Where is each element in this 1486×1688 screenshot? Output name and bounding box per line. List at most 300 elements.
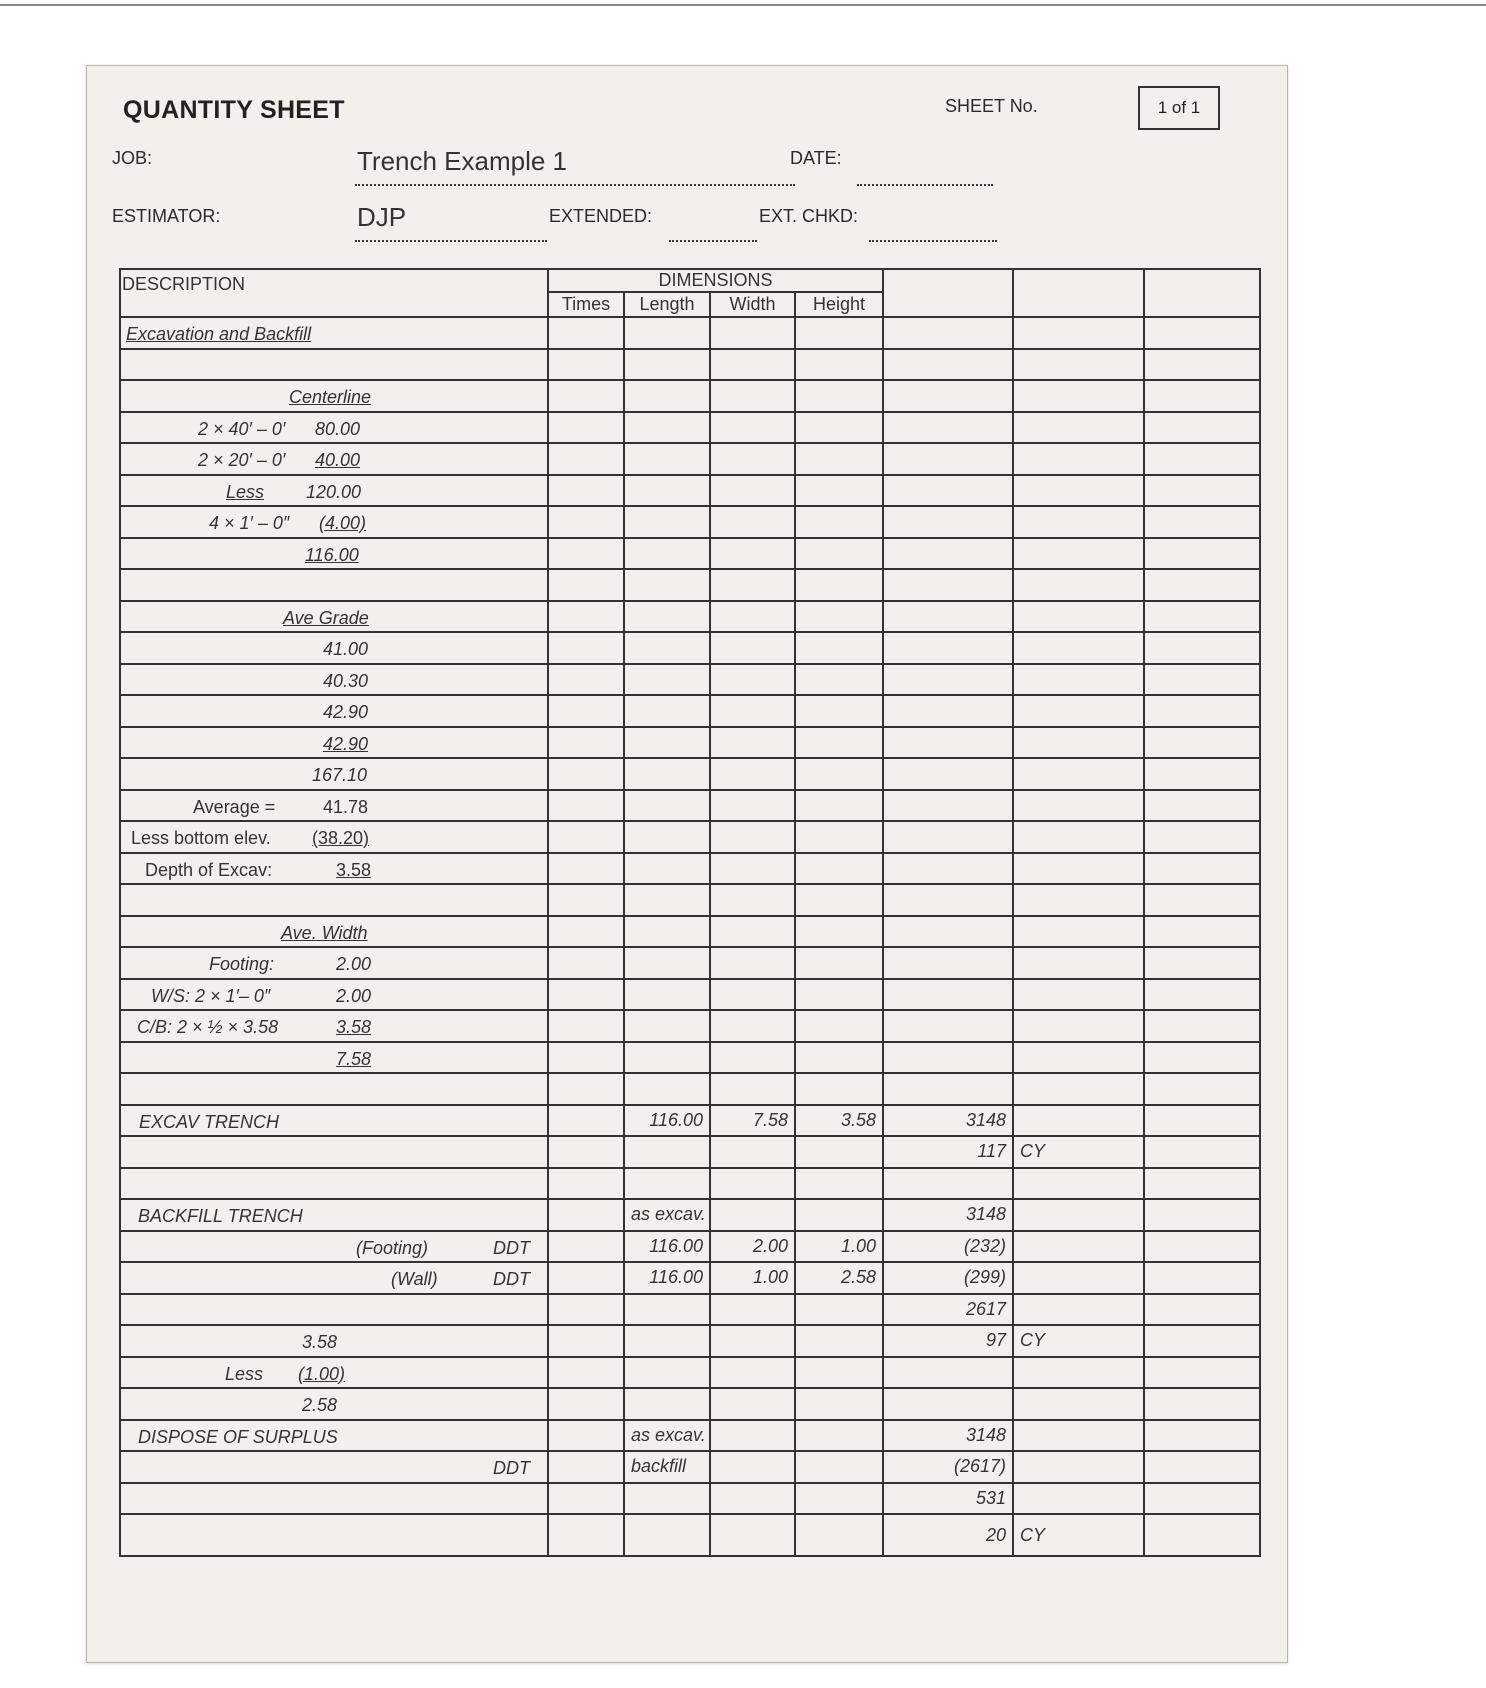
width-cell	[710, 1514, 795, 1556]
unit-cell	[1013, 916, 1144, 948]
width-cell	[710, 979, 795, 1011]
height-cell	[795, 1136, 883, 1168]
blank-cell	[1144, 506, 1260, 538]
table-row	[120, 1199, 1260, 1231]
table-row	[120, 947, 1260, 979]
blank-cell	[1144, 1199, 1260, 1231]
description-text: 2.00	[336, 985, 372, 1006]
times-cell	[548, 1483, 624, 1515]
times-cell	[548, 443, 624, 475]
unit-cell	[1013, 1042, 1144, 1074]
table-row	[120, 758, 1260, 790]
description-text: Excavation and Backfill	[126, 324, 312, 344]
height-cell	[795, 1514, 883, 1556]
dimensions-header: DIMENSIONS	[548, 269, 883, 292]
width-cell	[710, 380, 795, 412]
ext-chkd-underline	[869, 240, 997, 242]
width-cell	[710, 632, 795, 664]
unit-cell	[1013, 947, 1144, 979]
description-text: 40.30	[323, 670, 369, 691]
description-cell	[120, 443, 548, 475]
description-cell	[120, 1105, 548, 1137]
width-cell	[710, 506, 795, 538]
quantity-cell	[883, 790, 1013, 822]
description-text: Less bottom elev.	[131, 828, 271, 848]
table-row	[120, 632, 1260, 664]
table-row	[120, 506, 1260, 538]
table-row	[120, 317, 1260, 349]
unit-cell	[1013, 1357, 1144, 1389]
job-value: Trench Example 1	[357, 146, 568, 176]
blank-cell	[1144, 1514, 1260, 1556]
height-cell	[795, 1294, 883, 1326]
height-cell	[795, 1388, 883, 1420]
width-cell	[710, 317, 795, 349]
table-row	[120, 1420, 1260, 1452]
length-cell	[624, 443, 710, 475]
table-row	[120, 1010, 1260, 1042]
unit-cell	[1013, 538, 1144, 570]
width-cell	[710, 349, 795, 381]
width-cell	[710, 758, 795, 790]
times-cell	[548, 664, 624, 696]
sheet-no-value: 1 of 1	[1138, 86, 1220, 130]
table-row	[120, 1105, 1260, 1137]
blank-cell	[1144, 1168, 1260, 1200]
height-cell	[795, 1010, 883, 1042]
width-cell	[710, 1420, 795, 1452]
table-row	[120, 1325, 1260, 1357]
height-cell	[795, 443, 883, 475]
width-cell	[710, 695, 795, 727]
blank-cell	[1144, 538, 1260, 570]
blank-cell	[1144, 1010, 1260, 1042]
height-cell	[795, 632, 883, 664]
quantity-cell	[883, 475, 1013, 507]
height-cell	[795, 1451, 883, 1483]
description-text: EXCAV TRENCH	[139, 1111, 280, 1132]
unit-cell	[1013, 349, 1144, 381]
height-cell	[795, 1042, 883, 1074]
table-row	[120, 853, 1260, 885]
unit-cell	[1013, 1294, 1144, 1326]
description-cell	[120, 1388, 548, 1420]
unit-cell	[1013, 632, 1144, 664]
unit-cell	[1013, 727, 1144, 759]
description-cell	[120, 1231, 548, 1263]
description-text: 3.58	[302, 1332, 338, 1352]
height-cell	[795, 538, 883, 570]
description-text: 167.10	[312, 765, 368, 785]
description-text: Ave. Width	[281, 922, 368, 943]
times-cell	[548, 695, 624, 727]
description-cell	[120, 506, 548, 538]
description-cell	[120, 1010, 548, 1042]
description-text: 120.00	[306, 481, 362, 502]
description-cell	[120, 1325, 548, 1357]
description-text: 116.00	[305, 544, 359, 565]
height-header: Height	[795, 292, 883, 317]
blank-cell	[1144, 821, 1260, 853]
times-cell	[548, 853, 624, 885]
length-cell: 116.00	[624, 1105, 710, 1137]
length-header: Length	[624, 292, 710, 317]
description-cell	[120, 1294, 548, 1326]
blank-cell	[1144, 601, 1260, 633]
description-cell	[120, 1262, 548, 1294]
length-cell	[624, 853, 710, 885]
description-text: C/B: 2 × ½ × 3.58	[137, 1017, 279, 1037]
quantity-cell	[883, 727, 1013, 759]
width-cell	[710, 443, 795, 475]
blank-cell	[1144, 443, 1260, 475]
height-cell	[795, 1325, 883, 1357]
quantity-cell	[883, 569, 1013, 601]
description-cell	[120, 853, 548, 885]
description-cell	[120, 1483, 548, 1515]
height-cell	[795, 412, 883, 444]
description-text: 2 × 40′ – 0′	[198, 418, 286, 439]
quantity-cell	[883, 1073, 1013, 1105]
quantity-table	[119, 268, 1261, 1557]
times-cell	[548, 412, 624, 444]
unit-cell	[1013, 979, 1144, 1011]
height-cell	[795, 916, 883, 948]
length-cell	[624, 1073, 710, 1105]
blank-cell	[1144, 1073, 1260, 1105]
width-cell	[710, 1199, 795, 1231]
length-cell	[624, 632, 710, 664]
table-row	[120, 790, 1260, 822]
quantity-cell	[883, 979, 1013, 1011]
quantity-cell	[883, 538, 1013, 570]
description-text: 3.58	[336, 859, 372, 880]
length-cell	[624, 475, 710, 507]
length-cell: as excav.	[624, 1199, 710, 1231]
quantity-sheet	[86, 65, 1288, 1663]
times-cell	[548, 1451, 624, 1483]
description-text: 3.58	[336, 1017, 372, 1037]
times-cell	[548, 1262, 624, 1294]
blank-cell	[1144, 790, 1260, 822]
quantity-cell: 2617	[883, 1294, 1013, 1326]
description-text: Depth of Excav:	[145, 859, 273, 880]
description-text: DDT	[493, 1269, 530, 1289]
length-cell	[624, 1514, 710, 1556]
extended-underline	[669, 240, 757, 242]
blank-cell	[1144, 1357, 1260, 1389]
height-cell: 1.00	[795, 1231, 883, 1263]
length-cell	[624, 916, 710, 948]
unit-cell	[1013, 380, 1144, 412]
width-cell	[710, 1010, 795, 1042]
description-text: BACKFILL TRENCH	[138, 1206, 303, 1226]
description-cell	[120, 916, 548, 948]
description-cell	[120, 1514, 548, 1556]
times-cell	[548, 884, 624, 916]
quantity-cell: 117	[883, 1136, 1013, 1168]
sheet-title: QUANTITY SHEET	[123, 96, 345, 124]
height-cell	[795, 349, 883, 381]
height-cell	[795, 1357, 883, 1389]
quantity-cell	[883, 947, 1013, 979]
times-cell	[548, 1357, 624, 1389]
width-cell	[710, 947, 795, 979]
width-cell	[710, 1483, 795, 1515]
length-cell	[624, 506, 710, 538]
table-row	[120, 349, 1260, 381]
description-text: 2 × 20′ – 0′	[198, 450, 286, 470]
description-cell	[120, 412, 548, 444]
quantity-cell	[883, 916, 1013, 948]
width-cell	[710, 727, 795, 759]
table-row	[120, 1231, 1260, 1263]
unit-cell	[1013, 853, 1144, 885]
quantity-cell	[883, 821, 1013, 853]
blank-cell	[1144, 727, 1260, 759]
ext-chkd-label: EXT. CHKD:	[759, 206, 859, 226]
quantity-cell	[883, 443, 1013, 475]
description-text: DDT	[493, 1458, 530, 1478]
quantity-cell	[883, 380, 1013, 412]
length-cell: 116.00	[624, 1262, 710, 1294]
width-cell	[710, 475, 795, 507]
description-cell	[120, 349, 548, 381]
blank-cell	[1144, 1420, 1260, 1452]
table-row	[120, 412, 1260, 444]
height-cell	[795, 1483, 883, 1515]
length-cell	[624, 727, 710, 759]
length-cell	[624, 947, 710, 979]
description-cell	[120, 979, 548, 1011]
height-cell	[795, 727, 883, 759]
height-cell	[795, 758, 883, 790]
width-header: Width	[710, 292, 795, 317]
table-row	[120, 538, 1260, 570]
description-cell	[120, 1168, 548, 1200]
height-cell	[795, 569, 883, 601]
length-cell	[624, 821, 710, 853]
width-cell	[710, 1451, 795, 1483]
description-cell	[120, 947, 548, 979]
width-cell: 2.00	[710, 1231, 795, 1263]
width-cell	[710, 538, 795, 570]
quantity-cell	[883, 853, 1013, 885]
unit-cell	[1013, 412, 1144, 444]
unit-cell	[1013, 1231, 1144, 1263]
unit-cell	[1013, 601, 1144, 633]
date-label: DATE:	[790, 148, 842, 168]
blank-cell	[1144, 1451, 1260, 1483]
description-cell	[120, 1073, 548, 1105]
table-row	[120, 380, 1260, 412]
times-cell	[548, 349, 624, 381]
unit-cell	[1013, 1168, 1144, 1200]
description-cell	[120, 380, 548, 412]
quantity-cell	[883, 1010, 1013, 1042]
estimator-label: ESTIMATOR:	[112, 206, 221, 226]
length-cell: 116.00	[624, 1231, 710, 1263]
unit-cell	[1013, 695, 1144, 727]
table-row	[120, 821, 1260, 853]
width-cell: 7.58	[710, 1105, 795, 1137]
blank-cell	[1144, 1294, 1260, 1326]
blank-cell	[1144, 1136, 1260, 1168]
blank-cell	[1144, 916, 1260, 948]
times-cell	[548, 1105, 624, 1137]
description-cell	[120, 695, 548, 727]
description-text: 41.78	[323, 796, 369, 817]
quantity-cell: 20	[883, 1514, 1013, 1556]
times-cell	[548, 979, 624, 1011]
quantity-cell: 3148	[883, 1105, 1013, 1137]
quantity-cell	[883, 601, 1013, 633]
date-underline	[857, 184, 993, 186]
length-cell	[624, 790, 710, 822]
sheet-no-label: SHEET No.	[945, 96, 1038, 116]
description-cell	[120, 317, 548, 349]
width-cell	[710, 1294, 795, 1326]
quantity-cell: (2617)	[883, 1451, 1013, 1483]
length-cell	[624, 1168, 710, 1200]
blank-cell	[1144, 1325, 1260, 1357]
table-row	[120, 1388, 1260, 1420]
times-cell	[548, 475, 624, 507]
blank-cell	[1144, 664, 1260, 696]
estimator-underline	[355, 240, 547, 242]
length-cell	[624, 1388, 710, 1420]
quantity-cell: 3148	[883, 1199, 1013, 1231]
height-cell	[795, 506, 883, 538]
table-row	[120, 664, 1260, 696]
description-text: 42.90	[323, 702, 369, 722]
quantity-cell	[883, 632, 1013, 664]
description-text: (1.00)	[298, 1363, 346, 1384]
description-text: Average =	[193, 796, 276, 817]
times-cell	[548, 317, 624, 349]
width-cell	[710, 1388, 795, 1420]
width-cell	[710, 569, 795, 601]
description-cell	[120, 727, 548, 759]
length-cell	[624, 380, 710, 412]
description-cell	[120, 1136, 548, 1168]
length-cell	[624, 538, 710, 570]
height-cell: 3.58	[795, 1105, 883, 1137]
blank-cell	[1144, 1388, 1260, 1420]
extended-label: EXTENDED:	[549, 206, 653, 226]
times-cell	[548, 1199, 624, 1231]
height-cell	[795, 884, 883, 916]
quantity-cell	[883, 317, 1013, 349]
table-row	[120, 475, 1260, 507]
height-cell	[795, 1420, 883, 1452]
length-cell: as excav.	[624, 1420, 710, 1452]
width-cell	[710, 884, 795, 916]
unit-cell: CY	[1013, 1514, 1144, 1556]
times-cell	[548, 1231, 624, 1263]
quantity-cell	[883, 1168, 1013, 1200]
height-cell	[795, 853, 883, 885]
table-row	[120, 1357, 1260, 1389]
quantity-cell	[883, 1042, 1013, 1074]
quantity-cell: 3148	[883, 1420, 1013, 1452]
quantity-cell	[883, 884, 1013, 916]
height-cell	[795, 1073, 883, 1105]
length-cell	[624, 979, 710, 1011]
width-cell	[710, 1042, 795, 1074]
quantity-cell	[883, 664, 1013, 696]
unit-cell	[1013, 1388, 1144, 1420]
table-row	[120, 727, 1260, 759]
quantity-cell: 97	[883, 1325, 1013, 1357]
description-cell	[120, 1357, 548, 1389]
length-cell	[624, 695, 710, 727]
times-cell	[548, 1010, 624, 1042]
times-cell	[548, 1294, 624, 1326]
times-cell	[548, 632, 624, 664]
description-text: (4.00)	[319, 513, 367, 533]
blank-cell	[1144, 979, 1260, 1011]
height-cell	[795, 790, 883, 822]
width-cell: 1.00	[710, 1262, 795, 1294]
unit-cell	[1013, 1010, 1144, 1042]
times-cell	[548, 1136, 624, 1168]
times-cell	[548, 727, 624, 759]
table-row	[120, 601, 1260, 633]
quantity-cell	[883, 1357, 1013, 1389]
unit-cell	[1013, 1199, 1144, 1231]
unit-cell	[1013, 1073, 1144, 1105]
times-cell	[548, 916, 624, 948]
times-cell	[548, 821, 624, 853]
blank-cell	[1144, 475, 1260, 507]
description-text: 80.00	[315, 418, 361, 439]
height-cell	[795, 979, 883, 1011]
length-cell	[624, 1136, 710, 1168]
height-cell	[795, 695, 883, 727]
quantity-cell	[883, 1388, 1013, 1420]
length-cell	[624, 1010, 710, 1042]
blank-cell	[1144, 758, 1260, 790]
length-cell	[624, 758, 710, 790]
unit-cell	[1013, 664, 1144, 696]
width-cell	[710, 1073, 795, 1105]
height-cell	[795, 664, 883, 696]
times-cell	[548, 538, 624, 570]
height-cell: 2.58	[795, 1262, 883, 1294]
table-row	[120, 884, 1260, 916]
length-cell	[624, 1294, 710, 1326]
width-cell	[710, 790, 795, 822]
description-text: 2.00	[336, 954, 372, 974]
description-text: (Footing)	[356, 1237, 429, 1258]
table-row	[120, 1073, 1260, 1105]
table-row	[120, 1042, 1260, 1074]
quantity-cell	[883, 349, 1013, 381]
header-row	[120, 269, 1260, 292]
length-cell	[624, 1357, 710, 1389]
unit-cell	[1013, 569, 1144, 601]
table-row	[120, 1451, 1260, 1483]
length-cell	[624, 1325, 710, 1357]
description-cell	[120, 884, 548, 916]
job-underline	[355, 184, 795, 186]
blank-cell	[1144, 317, 1260, 349]
unit-cell	[1013, 884, 1144, 916]
blank-cell	[1144, 349, 1260, 381]
length-cell	[624, 884, 710, 916]
quantity-cell	[883, 695, 1013, 727]
